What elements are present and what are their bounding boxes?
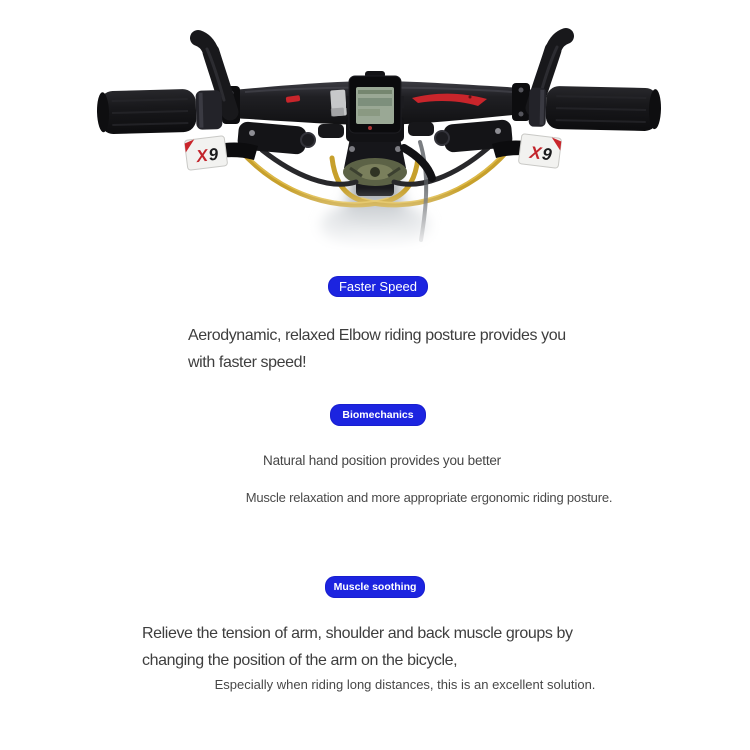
badge-muscle-soothing: Muscle soothing — [325, 576, 425, 598]
shifter-label-left-text: X9 — [195, 144, 220, 167]
bike-computer — [346, 71, 404, 142]
biomechanics-line-1: Natural hand position provides you better — [263, 453, 501, 468]
badge-biomechanics: Biomechanics — [330, 404, 426, 426]
photo-bottom-fade — [0, 188, 750, 250]
shifter-label-right-text: X9 — [528, 142, 553, 165]
handlebar-photo — [0, 0, 750, 250]
muscle-soothing-line-2: changing the position of the arm on the bicycle, — [142, 652, 458, 669]
muscle-soothing-line-1: Relieve the tension of arm, shoulder and back muscle groups by — [142, 625, 573, 642]
faster-speed-line-2: with faster speed! — [188, 354, 307, 371]
handlebar-photo-svg — [0, 0, 750, 250]
faster-speed-description — [188, 322, 566, 376]
muscle-soothing-line-3: Especially when riding long distances, this is an excellent solution. — [214, 677, 596, 692]
biomechanics-line-2: Muscle relaxation and more appropriate ergonomic riding posture. — [245, 490, 613, 505]
shifter-label-right — [518, 134, 561, 169]
grip-right — [529, 86, 662, 132]
muscle-soothing-description — [142, 620, 573, 674]
badge-faster-speed: Faster Speed — [328, 276, 428, 297]
faster-speed-line-1: Aerodynamic, relaxed Elbow riding posture provides you — [188, 327, 566, 344]
shifter-label-left — [184, 136, 227, 171]
grip-left — [96, 88, 222, 134]
